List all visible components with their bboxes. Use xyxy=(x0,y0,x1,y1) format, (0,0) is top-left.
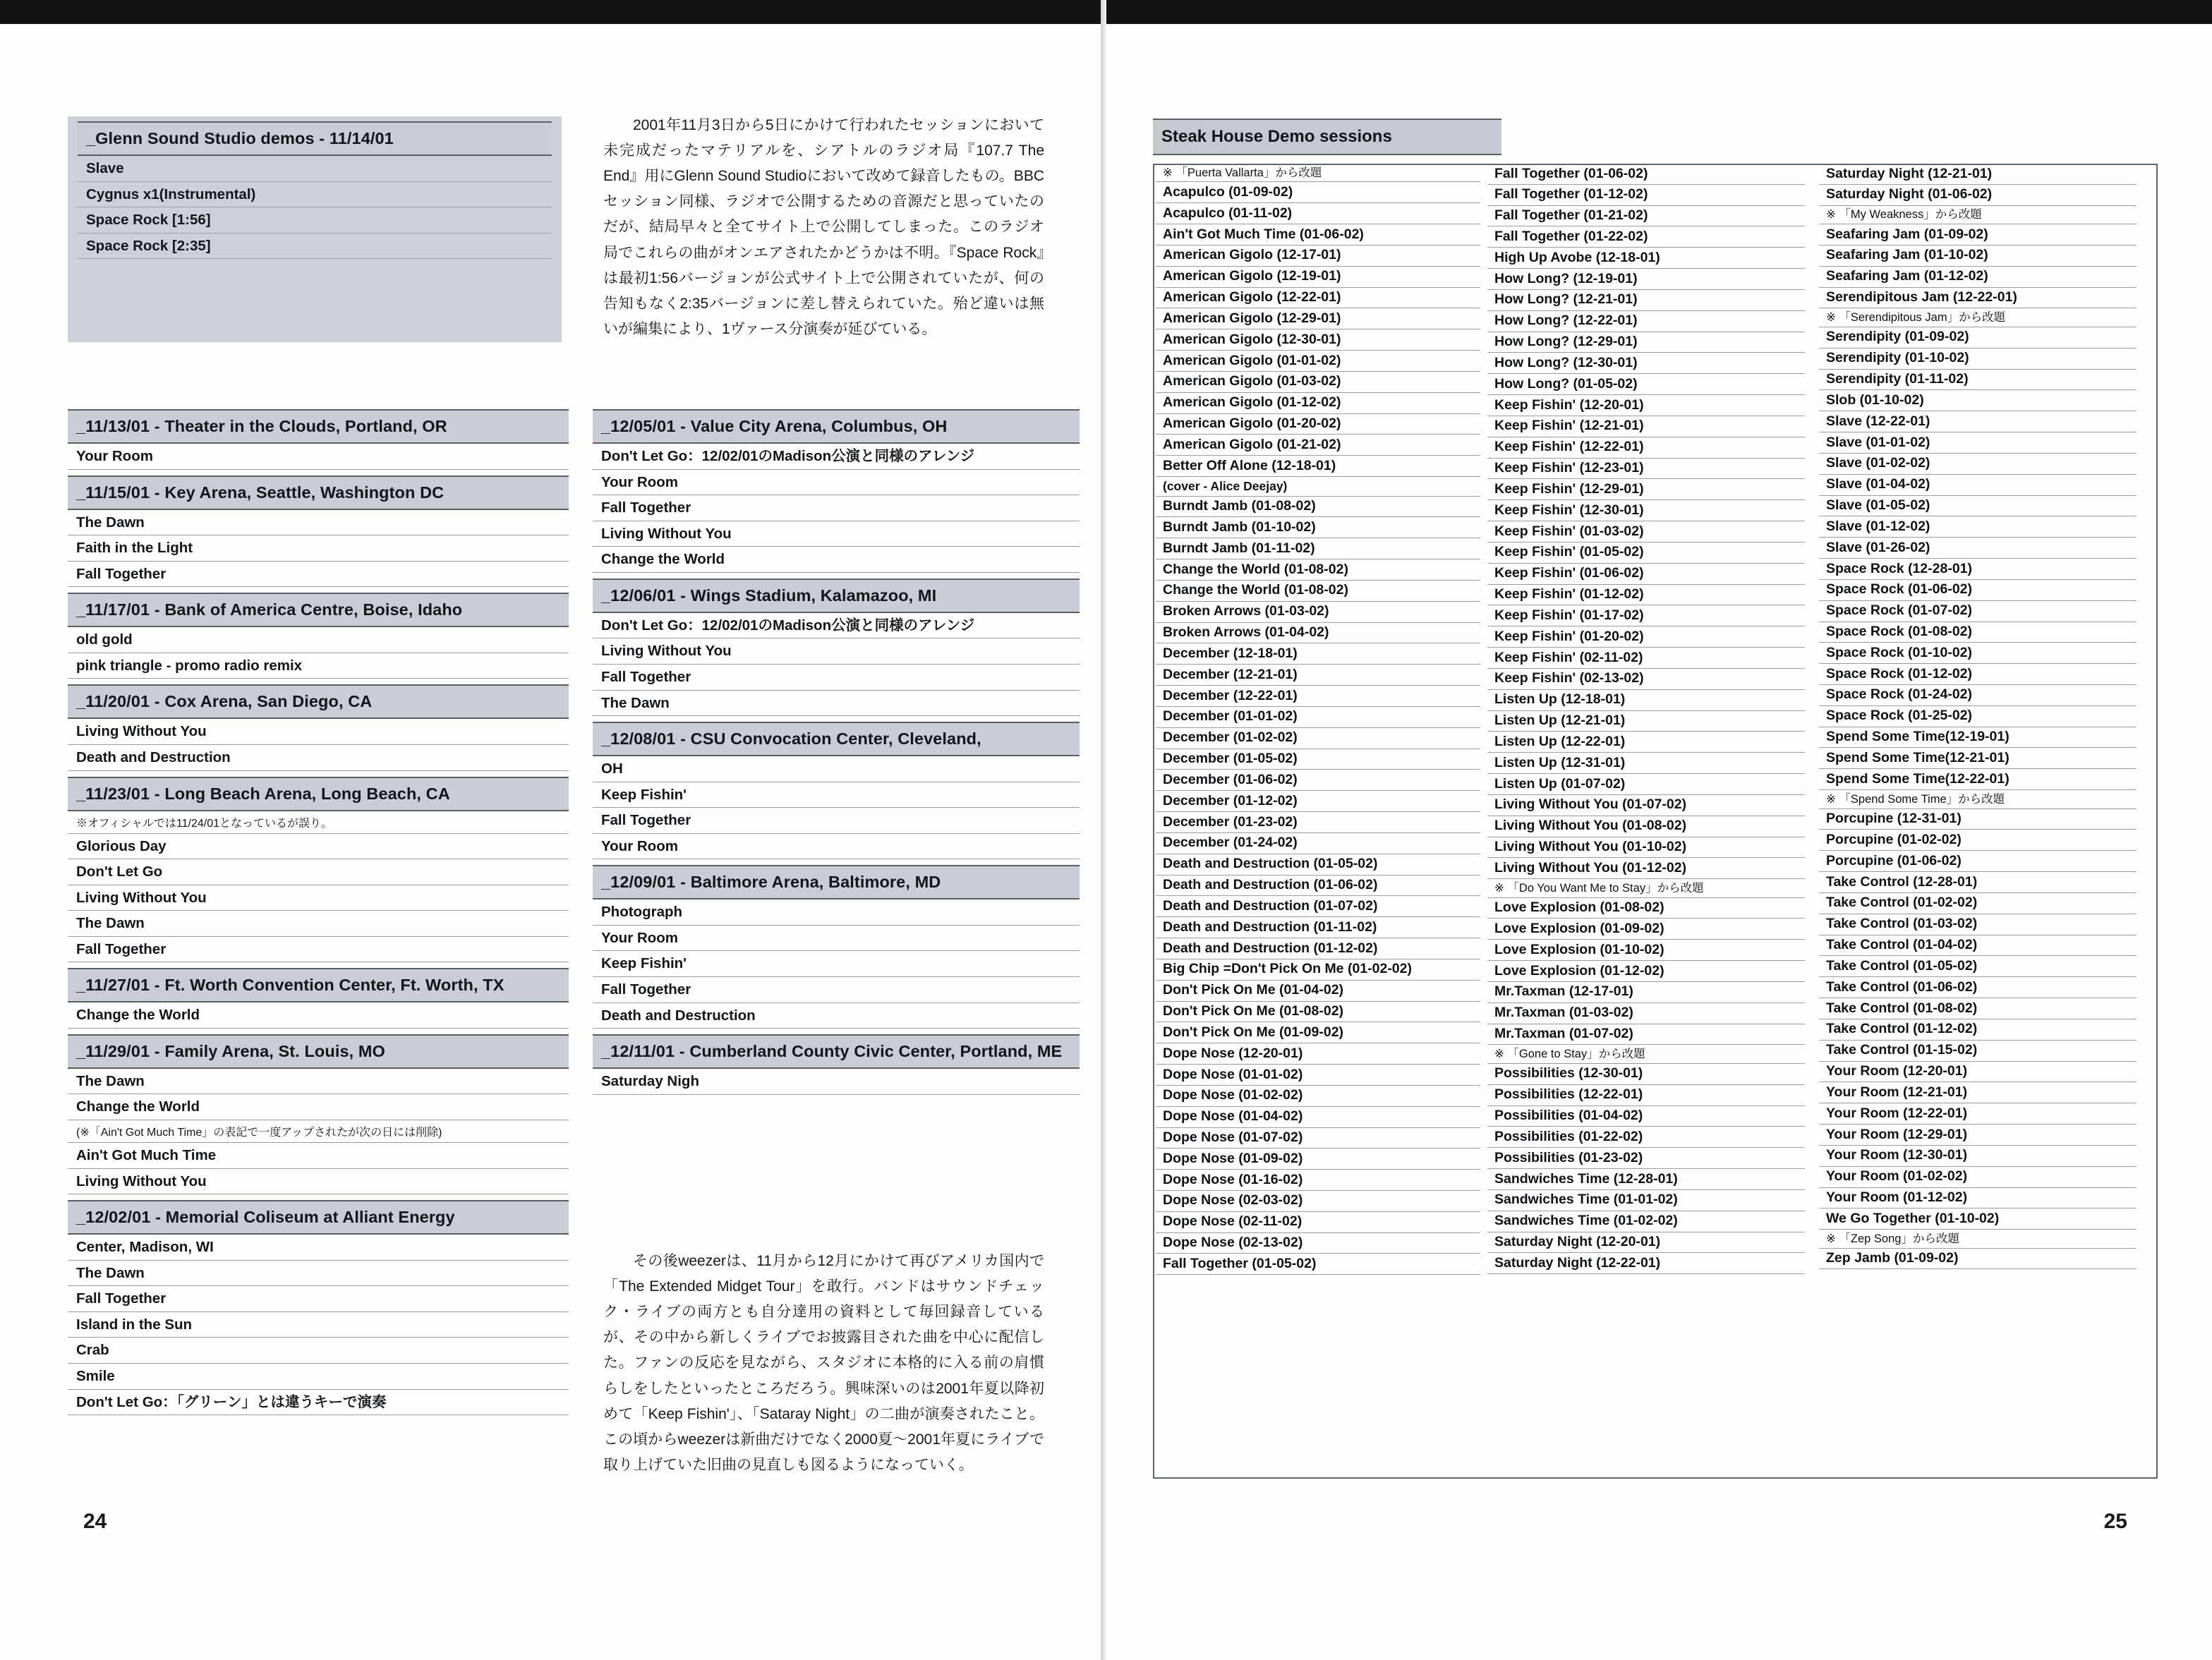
song-list-item: Possibilities (01-23-02) xyxy=(1487,1148,1805,1169)
list-item: Your Room xyxy=(593,926,1080,952)
song-list-item: Saturday Night (12-22-01) xyxy=(1487,1253,1805,1274)
song-list-item: Slave (01-12-02) xyxy=(1819,516,2137,538)
song-list-item: Death and Destruction (01-06-02) xyxy=(1156,876,1480,897)
song-list-item: Broken Arrows (01-04-02) xyxy=(1156,623,1480,644)
song-list-item: Slave (01-04-02) xyxy=(1819,475,2137,496)
list-item: Change the World xyxy=(68,1094,569,1120)
song-list-item: Porcupine (12-31-01) xyxy=(1819,809,2137,830)
song-list-item: Your Room (12-22-01) xyxy=(1819,1103,2137,1125)
top-rule-thick xyxy=(0,0,1106,9)
song-list-item: Zep Jamb (01-09-02) xyxy=(1819,1249,2137,1270)
song-list-item: Burndt Jamb (01-08-02) xyxy=(1156,497,1480,518)
song-list-item: Listen Up (12-31-01) xyxy=(1487,753,1805,774)
song-list-item: Sandwiches Time (01-02-02) xyxy=(1487,1211,1805,1232)
song-list-item: December (01-23-02) xyxy=(1156,812,1480,833)
song-list-item: Dope Nose (12-20-01) xyxy=(1156,1043,1480,1065)
setlist-header-11-20-01: _11/20/01 - Cox Arena, San Diego, CA xyxy=(68,684,569,719)
list-item: OH xyxy=(593,756,1080,782)
song-list-item: Keep Fishin' (01-03-02) xyxy=(1487,521,1805,543)
song-list-item: Dope Nose (02-13-02) xyxy=(1156,1233,1480,1254)
song-list-item: Keep Fishin' (01-05-02) xyxy=(1487,543,1805,564)
song-list-item: Keep Fishin' (12-23-01) xyxy=(1487,459,1805,480)
bottom-rule-thick xyxy=(0,12,1106,21)
japanese-note-bottom: その後weezerは、11月から12月にかけて再びアメリカ国内で「The Extended Midget Tour」を敢行。バンドはサウンドチェック・ライブの両方とも自分達用の資料として毎回録音しているが、その中から新しくライブでお披露目された曲を中心に配信した。ファンの反応を見ながら、スタジオに本格的に入る前の肩慣らしをしたといったところだろう。興味深いのは2001年夏以降初めて「Keep Fishin'」、「Sataray Night」の二曲が演奏されたこと。この頃からweezerは新曲だけでなく2000夏〜2001年夏にライブで取り上げていた旧曲の見直しも図るようになっていく。 xyxy=(603,1253,1044,1473)
song-list-item: Don't Pick On Me (01-08-02) xyxy=(1156,1002,1480,1023)
song-list-item: Take Control (01-02-02) xyxy=(1819,893,2137,914)
song-list-item: Mr.Taxman (01-03-02) xyxy=(1487,1003,1805,1024)
list-item: Don't Let Go xyxy=(68,859,569,885)
list-item: Glorious Day xyxy=(68,834,569,860)
song-note: ※ 「Gone to Stay」から改題 xyxy=(1487,1045,1805,1063)
right-page xyxy=(1106,0,2212,1660)
song-list-item: Death and Destruction (01-05-02) xyxy=(1156,854,1480,876)
song-list-item: Porcupine (01-06-02) xyxy=(1819,851,2137,872)
list-item: Space Rock [2:35] xyxy=(78,234,552,260)
song-list-item: Your Room (12-20-01) xyxy=(1819,1062,2137,1083)
list-item: Living Without You xyxy=(68,1169,569,1195)
list-item: Don't Let Go：12/02/01のMadison公演と同様のアレンジ xyxy=(593,444,1080,470)
song-list-item: Your Room (12-30-01) xyxy=(1819,1146,2137,1167)
song-list-item: Serendipity (01-10-02) xyxy=(1819,349,2137,370)
song-list-item: Love Explosion (01-08-02) xyxy=(1487,898,1805,919)
song-list-item: Possibilities (12-22-01) xyxy=(1487,1085,1805,1106)
song-list-item: Serendipity (01-09-02) xyxy=(1819,327,2137,349)
song-list-item: December (12-18-01) xyxy=(1156,643,1480,665)
list-item: Change the World xyxy=(68,1002,569,1029)
list-item: Your Room xyxy=(593,834,1080,860)
song-column-1 xyxy=(1156,164,1480,1275)
song-list-item: How Long? (12-29-01) xyxy=(1487,332,1805,353)
song-list-item: Keep Fishin' (01-17-02) xyxy=(1487,605,1805,626)
setlist-note: ※オフィシャルでは11/24/01となっているが誤り。 xyxy=(68,811,569,834)
song-list-item: Dope Nose (02-03-02) xyxy=(1156,1191,1480,1212)
song-list-item: Possibilities (01-22-02) xyxy=(1487,1127,1805,1148)
setlist-header-11-13-01: _11/13/01 - Theater in the Clouds, Portland, OR xyxy=(68,409,569,444)
song-list-item: December (12-22-01) xyxy=(1156,686,1480,707)
list-item: The Dawn xyxy=(68,1261,569,1287)
song-list-item: Big Chip =Don't Pick On Me (01-02-02) xyxy=(1156,959,1480,981)
song-list-item: Serendipitous Jam (12-22-01) xyxy=(1819,288,2137,309)
song-list-item: Love Explosion (01-10-02) xyxy=(1487,940,1805,961)
song-list-item: December (01-12-02) xyxy=(1156,791,1480,812)
song-list-item: Living Without You (01-07-02) xyxy=(1487,795,1805,816)
song-list-item: Broken Arrows (01-03-02) xyxy=(1156,602,1480,623)
song-list-item: Change the World (01-08-02) xyxy=(1156,559,1480,581)
song-list-item: Listen Up (01-07-02) xyxy=(1487,774,1805,795)
song-list-item: Dope Nose (01-09-02) xyxy=(1156,1149,1480,1170)
song-list-item: Acapulco (01-09-02) xyxy=(1156,182,1480,203)
song-list-item: Slob (01-10-02) xyxy=(1819,390,2137,411)
song-list-item: Love Explosion (01-09-02) xyxy=(1487,919,1805,940)
song-list-item: Seafaring Jam (01-12-02) xyxy=(1819,267,2137,288)
setlist-header-12-09-01: _12/09/01 - Baltimore Arena, Baltimore, MD xyxy=(593,865,1080,899)
song-note: ※ 「My Weakness」から改題 xyxy=(1819,206,2137,224)
song-list-item: American Gigolo (01-01-02) xyxy=(1156,351,1480,372)
song-list-item: Better Off Alone (12-18-01) xyxy=(1156,456,1480,477)
page-number-left: 24 xyxy=(83,1510,107,1533)
song-note: ※ 「Spend Some Time」から改題 xyxy=(1819,790,2137,808)
song-list-item: Sandwiches Time (12-28-01) xyxy=(1487,1169,1805,1190)
setlist-header-12-06-01: _12/06/01 - Wings Stadium, Kalamazoo, MI xyxy=(593,578,1080,613)
list-item: Death and Destruction xyxy=(593,1003,1080,1029)
song-list-item: Seafaring Jam (01-10-02) xyxy=(1819,246,2137,267)
song-list-item: Mr.Taxman (01-07-02) xyxy=(1487,1024,1805,1046)
song-note: ※ 「Serendipitous Jam」から改題 xyxy=(1819,308,2137,327)
song-list-item: Living Without You (01-10-02) xyxy=(1487,837,1805,859)
setlist-header-12-02-01: _12/02/01 - Memorial Coliseum at Alliant Energy xyxy=(68,1200,569,1235)
song-list-item: Living Without You (01-12-02) xyxy=(1487,858,1805,879)
glenn-demo-header: _Glenn Sound Studio demos - 11/14/01 xyxy=(78,121,552,156)
song-list-item: Ain't Got Much Time (01-06-02) xyxy=(1156,224,1480,246)
song-list-item: American Gigolo (01-20-02) xyxy=(1156,414,1480,435)
song-list-item: Dope Nose (01-01-02) xyxy=(1156,1065,1480,1086)
song-list-item: Listen Up (12-22-01) xyxy=(1487,732,1805,753)
song-list-item: Slave (12-22-01) xyxy=(1819,411,2137,432)
setlist-note: (※「Ain't Got Much Time」の表記で一度アップされたが次の日には削除) xyxy=(68,1120,569,1143)
list-item: The Dawn xyxy=(68,1069,569,1095)
list-item: Living Without You xyxy=(593,521,1080,547)
song-note: ※ 「Puerta Vallarta」から改題 xyxy=(1156,164,1480,182)
list-item: Faith in the Light xyxy=(68,535,569,562)
song-list-item: Your Room (01-02-02) xyxy=(1819,1167,2137,1188)
song-list-item: Space Rock (01-10-02) xyxy=(1819,643,2137,664)
song-list-item: Keep Fishin' (01-12-02) xyxy=(1487,585,1805,606)
list-item: Fall Together xyxy=(593,977,1080,1003)
setlist-header-12-08-01: _12/08/01 - CSU Convocation Center, Cleveland, xyxy=(593,722,1080,756)
song-list-item: Take Control (01-05-02) xyxy=(1819,956,2137,977)
song-list-item: Change the World (01-08-02) xyxy=(1156,581,1480,602)
song-list-item: Your Room (12-21-01) xyxy=(1819,1082,2137,1103)
song-list-item: Space Rock (01-08-02) xyxy=(1819,622,2137,643)
song-list-item: December (01-02-02) xyxy=(1156,728,1480,749)
song-list-item: Take Control (12-28-01) xyxy=(1819,872,2137,893)
bottom-rule-thin xyxy=(0,21,1106,24)
list-item: Fall Together xyxy=(68,937,569,963)
setlist-header-11-17-01: _11/17/01 - Bank of America Centre, Boise, Idaho xyxy=(68,593,569,627)
song-list-item: Porcupine (01-02-02) xyxy=(1819,830,2137,851)
song-list-item: Take Control (01-06-02) xyxy=(1819,977,2137,998)
song-list-item: Take Control (01-03-02) xyxy=(1819,914,2137,935)
song-list-item: American Gigolo (12-17-01) xyxy=(1156,246,1480,267)
song-list-item: Dope Nose (01-07-02) xyxy=(1156,1128,1480,1149)
song-list-item: Death and Destruction (01-07-02) xyxy=(1156,896,1480,917)
list-item: Smile xyxy=(68,1364,569,1390)
list-item: The Dawn xyxy=(68,911,569,937)
list-item: Crab xyxy=(68,1338,569,1364)
list-item: Your Room xyxy=(68,444,569,470)
song-list-item: American Gigolo (01-03-02) xyxy=(1156,372,1480,393)
song-note: ※ 「Do You Want Me to Stay」から改題 xyxy=(1487,879,1805,897)
song-list-item: Keep Fishin' (01-06-02) xyxy=(1487,564,1805,585)
song-list-item: Take Control (01-04-02) xyxy=(1819,935,2137,957)
list-item: Fall Together xyxy=(68,1286,569,1312)
list-item: Fall Together xyxy=(593,808,1080,834)
song-list-item: Possibilities (01-04-02) xyxy=(1487,1106,1805,1127)
song-list-item: Mr.Taxman (12-17-01) xyxy=(1487,982,1805,1003)
list-item: Don't Let Go：「グリーン」とは違うキーで演奏 xyxy=(68,1390,569,1416)
list-item: Keep Fishin' xyxy=(593,951,1080,977)
song-list-item: Death and Destruction (01-11-02) xyxy=(1156,917,1480,938)
list-item: Ain't Got Much Time xyxy=(68,1143,569,1169)
song-list-item: Keep Fishin' (12-22-01) xyxy=(1487,437,1805,459)
right-column-setlists xyxy=(593,409,1080,1095)
song-list-item: Living Without You (01-08-02) xyxy=(1487,816,1805,837)
song-list-item: Burndt Jamb (01-10-02) xyxy=(1156,517,1480,538)
song-list-item: Take Control (01-15-02) xyxy=(1819,1041,2137,1062)
bottom-rule-thin xyxy=(1106,21,2212,24)
song-column-2 xyxy=(1487,164,1805,1274)
song-list-item: American Gigolo (12-30-01) xyxy=(1156,329,1480,351)
song-list-item: Saturday Night (01-06-02) xyxy=(1819,185,2137,206)
song-list-item: Burndt Jamb (01-11-02) xyxy=(1156,538,1480,559)
list-item: Don't Let Go：12/02/01のMadison公演と同様のアレンジ xyxy=(593,613,1080,639)
song-list-item: Keep Fishin' (02-13-02) xyxy=(1487,669,1805,690)
song-list-item: Love Explosion (01-12-02) xyxy=(1487,961,1805,982)
song-list-item: How Long? (12-22-01) xyxy=(1487,311,1805,332)
song-list-item: Spend Some Time(12-22-01) xyxy=(1819,769,2137,790)
list-item: Fall Together xyxy=(593,665,1080,691)
list-item: Living Without You xyxy=(68,885,569,911)
song-list-item: Dope Nose (01-02-02) xyxy=(1156,1086,1480,1107)
song-list-item: December (01-24-02) xyxy=(1156,833,1480,854)
song-list-item: Space Rock (01-07-02) xyxy=(1819,601,2137,622)
glenn-demo-content xyxy=(78,121,552,259)
song-list-item: Possibilities (12-30-01) xyxy=(1487,1064,1805,1085)
list-item: Cygnus x1(Instrumental) xyxy=(78,182,552,208)
song-list-item: Slave (01-05-02) xyxy=(1819,496,2137,517)
song-list-item: Your Room (01-12-02) xyxy=(1819,1188,2137,1209)
song-list-item: We Go Together (01-10-02) xyxy=(1819,1208,2137,1230)
song-list-item: Sandwiches Time (01-01-02) xyxy=(1487,1190,1805,1211)
song-list-item: Seafaring Jam (01-09-02) xyxy=(1819,224,2137,246)
steak-house-section-header: Steak House Demo sessions xyxy=(1153,119,1501,155)
song-list-item: (cover - Alice Deejay) xyxy=(1156,477,1480,497)
song-list-item: American Gigolo (01-12-02) xyxy=(1156,393,1480,414)
song-list-item: December (01-05-02) xyxy=(1156,749,1480,770)
setlist-header-12-11-01: _12/11/01 - Cumberland County Civic Center, Portland, ME xyxy=(593,1034,1080,1069)
song-list-item: Dope Nose (01-16-02) xyxy=(1156,1170,1480,1191)
list-item: The Dawn xyxy=(68,510,569,536)
song-column-3 xyxy=(1819,164,2137,1269)
song-list-item: Keep Fishin' (01-20-02) xyxy=(1487,626,1805,648)
song-list-item: Fall Together (01-12-02) xyxy=(1487,185,1805,206)
list-item: Space Rock [1:56] xyxy=(78,207,552,234)
song-list-item: Saturday Night (12-20-01) xyxy=(1487,1232,1805,1254)
song-list-item: Slave (01-26-02) xyxy=(1819,538,2137,559)
song-list-item: Space Rock (01-24-02) xyxy=(1819,685,2137,706)
song-list-item: Don't Pick On Me (01-09-02) xyxy=(1156,1022,1480,1043)
song-list-item: American Gigolo (12-29-01) xyxy=(1156,308,1480,329)
song-list-item: Keep Fishin' (12-29-01) xyxy=(1487,479,1805,500)
song-list-item: American Gigolo (01-21-02) xyxy=(1156,435,1480,456)
list-item: old gold xyxy=(68,627,569,653)
list-item: Living Without You xyxy=(68,719,569,745)
song-list-item: Dope Nose (02-11-02) xyxy=(1156,1212,1480,1233)
song-list-item: Listen Up (12-21-01) xyxy=(1487,711,1805,732)
song-list-item: Spend Some Time(12-19-01) xyxy=(1819,727,2137,749)
song-list-item: How Long? (01-05-02) xyxy=(1487,374,1805,395)
song-list-item: Acapulco (01-11-02) xyxy=(1156,203,1480,224)
song-list-item: Dope Nose (01-04-02) xyxy=(1156,1107,1480,1128)
song-list-item: December (01-06-02) xyxy=(1156,770,1480,791)
list-item: Keep Fishin' xyxy=(593,782,1080,808)
song-list-item: Saturday Night (12-21-01) xyxy=(1819,164,2137,185)
song-list-item: Space Rock (01-12-02) xyxy=(1819,664,2137,685)
top-rule-thick xyxy=(1106,0,2212,9)
song-list-item: December (01-01-02) xyxy=(1156,707,1480,728)
list-item: Saturday Nigh xyxy=(593,1069,1080,1095)
setlist-header-11-15-01: _11/15/01 - Key Arena, Seattle, Washington DC xyxy=(68,475,569,510)
song-list-item: December (12-21-01) xyxy=(1156,665,1480,686)
list-item: The Dawn xyxy=(593,691,1080,717)
song-list-item: How Long? (12-30-01) xyxy=(1487,353,1805,374)
setlist-header-11-27-01: _11/27/01 - Ft. Worth Convention Center, Ft. Worth, TX xyxy=(68,968,569,1002)
list-item: Change the World xyxy=(593,547,1080,573)
song-list-item: Fall Together (01-22-02) xyxy=(1487,226,1805,248)
japanese-note-top: 2001年11月3日から5日にかけて行われたセッションにおいて未完成だったマテリアルを、シアトルのラジオ局『107.7 The End』用にGlenn Sound Studioにおいて改めて録音したもの。BBCセッション同様、ラジオで公開するための音源だと思っていたのだが、結局早々と全てサイト上で公開してしまった。このラジオ局でこれらの曲がオンエアされたかどうかは不明。『Space Rock』は最初1:56バージョンが公式サイト上で公開されていたが、何の告知もなく2:35バージョンに差し替えられていた。殆ど違いは無いが編集により、1ヴァース分演奏が延びている。 xyxy=(603,117,1044,337)
page-number-right: 25 xyxy=(2103,1510,2127,1533)
song-list-item: Listen Up (12-18-01) xyxy=(1487,690,1805,711)
song-list-item: Space Rock (12-28-01) xyxy=(1819,559,2137,580)
song-list-item: Space Rock (01-06-02) xyxy=(1819,580,2137,601)
song-list-item: Fall Together (01-21-02) xyxy=(1487,206,1805,227)
list-item: Center, Madison, WI xyxy=(68,1235,569,1261)
song-list-item: Your Room (12-29-01) xyxy=(1819,1125,2137,1146)
song-list-item: Spend Some Time(12-21-01) xyxy=(1819,748,2137,769)
song-list-item: Death and Destruction (01-12-02) xyxy=(1156,938,1480,959)
setlist-header-11-29-01: _11/29/01 - Family Arena, St. Louis, MO xyxy=(68,1034,569,1069)
list-item: Island in the Sun xyxy=(68,1312,569,1338)
song-list-item: Keep Fishin' (12-20-01) xyxy=(1487,395,1805,416)
song-list-item: Space Rock (01-25-02) xyxy=(1819,706,2137,727)
song-list-item: Keep Fishin' (12-30-01) xyxy=(1487,500,1805,521)
list-item: Death and Destruction xyxy=(68,745,569,771)
song-list-item: Keep Fishin' (12-21-01) xyxy=(1487,416,1805,437)
song-list-item: Take Control (01-08-02) xyxy=(1819,998,2137,1019)
list-item: Fall Together xyxy=(68,562,569,588)
setlist-header-12-05-01: _12/05/01 - Value City Arena, Columbus, OH xyxy=(593,409,1080,444)
song-list-item: American Gigolo (12-19-01) xyxy=(1156,267,1480,288)
song-list-item: How Long? (12-19-01) xyxy=(1487,269,1805,290)
song-list-item: High Up Avobe (12-18-01) xyxy=(1487,248,1805,269)
list-item: Living Without You xyxy=(593,638,1080,665)
song-list-item: Slave (01-02-02) xyxy=(1819,454,2137,475)
song-list-item: Take Control (01-12-02) xyxy=(1819,1019,2137,1041)
list-item: pink triangle - promo radio remix xyxy=(68,653,569,679)
song-list-item: Fall Together (01-06-02) xyxy=(1487,164,1805,185)
song-list-item: How Long? (12-21-01) xyxy=(1487,290,1805,311)
song-list-item: Keep Fishin' (02-11-02) xyxy=(1487,648,1805,669)
list-item: Fall Together xyxy=(593,495,1080,521)
song-list-item: Slave (01-01-02) xyxy=(1819,432,2137,454)
left-column-setlists xyxy=(68,409,569,1415)
song-list-item: Don't Pick On Me (01-04-02) xyxy=(1156,981,1480,1002)
setlist-header-11-23-01: _11/23/01 - Long Beach Arena, Long Beach, CA xyxy=(68,777,569,811)
song-list-item: Serendipity (01-11-02) xyxy=(1819,370,2137,391)
list-item: Slave xyxy=(78,156,552,182)
song-list-item: American Gigolo (12-22-01) xyxy=(1156,288,1480,309)
list-item: Your Room xyxy=(593,470,1080,496)
song-note: ※ 「Zep Song」から改題 xyxy=(1819,1230,2137,1248)
list-item: Photograph xyxy=(593,899,1080,926)
song-list-item: Fall Together (01-05-02) xyxy=(1156,1254,1480,1275)
bottom-rule-thick xyxy=(1106,12,2212,21)
